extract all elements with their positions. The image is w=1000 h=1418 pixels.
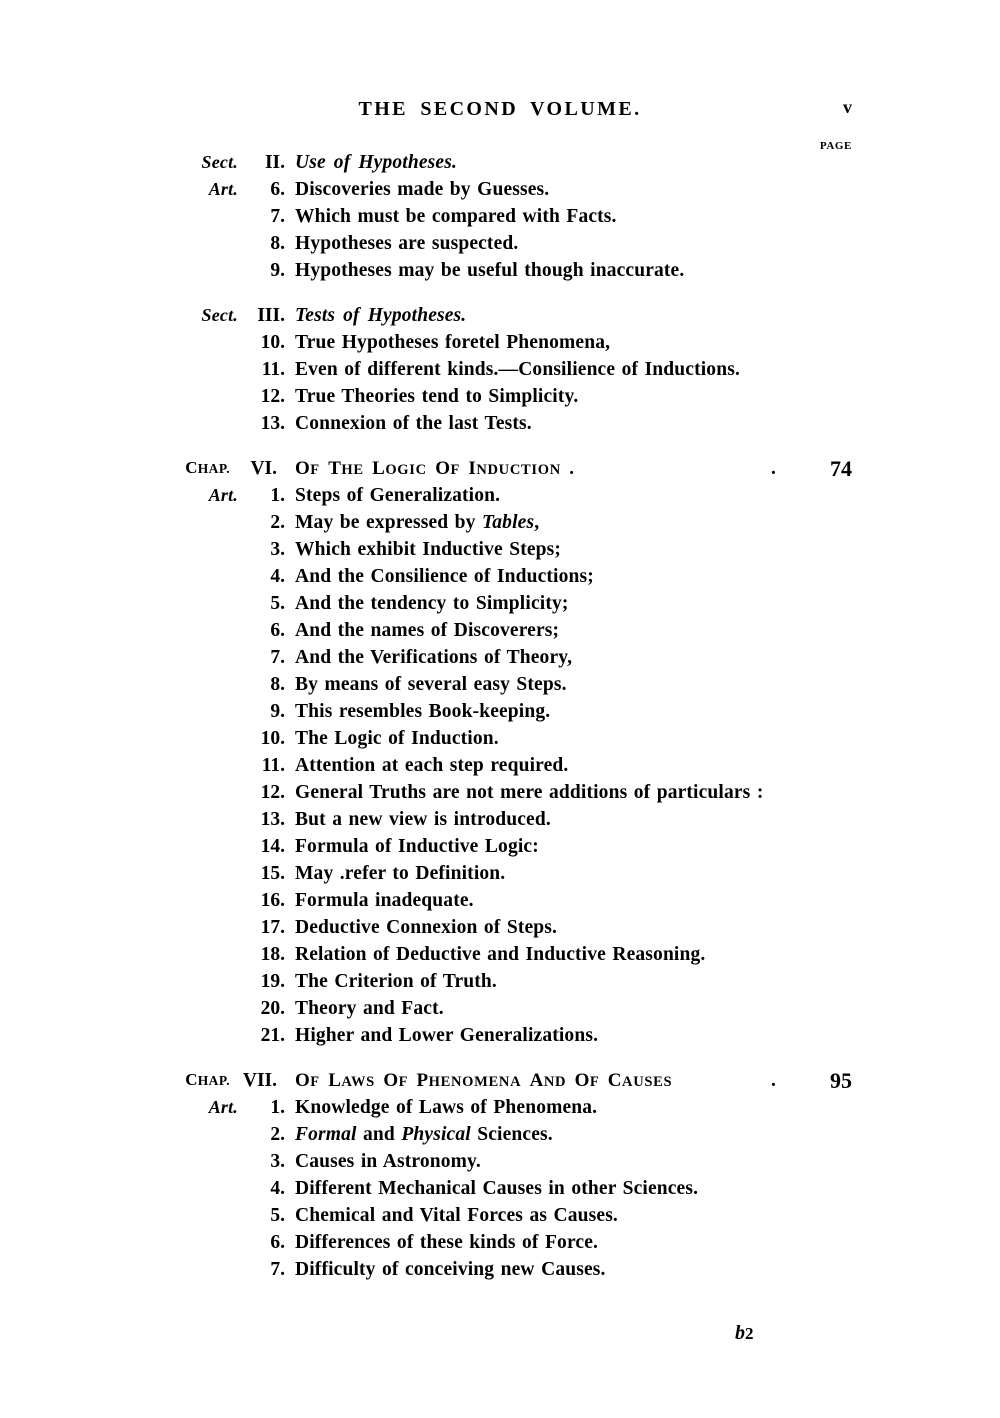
article-number: 12. <box>260 782 285 803</box>
article-title: Different Mechanical Causes in other Sciences. <box>295 1178 699 1199</box>
section-heading-row[interactable] <box>0 305 1000 332</box>
dot-leader: . <box>771 458 776 479</box>
signature-mark <box>735 1322 754 1345</box>
article-number: 4. <box>270 566 285 587</box>
article-title: By means of several easy Steps. <box>295 674 567 695</box>
article-title: Discoveries made by Guesses. <box>295 179 550 200</box>
article-number: 11. <box>261 359 285 380</box>
chapter-title: OF THE LOGIC OF INDUCTION . <box>295 458 575 479</box>
article-title: True Hypotheses foretel Phenomena, <box>295 332 611 353</box>
article-title: May be expressed by Tables, <box>295 512 540 533</box>
article-title: Knowledge of Laws of Phenomena. <box>295 1097 598 1118</box>
article-number: 1. <box>270 1097 285 1118</box>
dot-leader: . <box>771 1070 776 1091</box>
article-number: 9. <box>270 260 285 281</box>
article-number: 3. <box>270 1151 285 1172</box>
article-number: 7. <box>270 206 285 227</box>
article-row[interactable] <box>0 332 1000 359</box>
article-label: Art. <box>208 485 238 505</box>
article-title: Which exhibit Inductive Steps; <box>295 539 562 560</box>
article-number: 5. <box>270 593 285 614</box>
article-title: Even of different kinds.—Consilience of Inductions. <box>295 359 740 380</box>
article-number: 18. <box>260 944 285 965</box>
article-row[interactable] <box>0 1178 1000 1205</box>
chapter-number: VI. <box>250 458 277 479</box>
article-row[interactable] <box>0 386 1000 413</box>
article-title: May .refer to Definition. <box>295 863 506 884</box>
article-number: 3. <box>270 539 285 560</box>
article-title: The Criterion of Truth. <box>295 971 497 992</box>
article-title: Formula inadequate. <box>295 890 474 911</box>
article-row[interactable] <box>0 485 1000 512</box>
article-number: 13. <box>260 413 285 434</box>
section-title: Use of Hypotheses. <box>295 152 457 173</box>
article-title: Hypotheses are suspected. <box>295 233 519 254</box>
article-title: Steps of Generalization. <box>295 485 501 506</box>
article-title: And the Consilience of Inductions; <box>295 566 594 587</box>
article-number: 1. <box>270 485 285 506</box>
article-number: 20. <box>260 998 285 1019</box>
article-title: General Truths are not mere additions of particulars : <box>295 782 764 803</box>
article-title: Deductive Connexion of Steps. <box>295 917 558 938</box>
article-title: Causes in Astronomy. <box>295 1151 481 1172</box>
section-number: III. <box>257 305 285 326</box>
article-title: Formal and Physical Sciences. <box>295 1124 553 1145</box>
article-row[interactable] <box>0 890 1000 917</box>
article-row[interactable] <box>0 755 1000 782</box>
article-number: 8. <box>270 233 285 254</box>
article-row[interactable] <box>0 359 1000 386</box>
article-row[interactable] <box>0 566 1000 593</box>
chapter-title: OF LAWS OF PHENOMENA AND OF CAUSES <box>295 1070 673 1091</box>
article-title: Formula of Inductive Logic: <box>295 836 539 857</box>
article-number: 2. <box>270 1124 285 1145</box>
section-label: Sect. <box>201 305 238 325</box>
article-row[interactable] <box>0 206 1000 233</box>
article-title: And the names of Discoverers; <box>295 620 560 641</box>
running-head-title: THE SECOND VOLUME. <box>358 98 642 120</box>
chapter-number: VII. <box>242 1070 277 1091</box>
article-title: And the tendency to Simplicity; <box>295 593 569 614</box>
folio-number: v <box>843 97 852 117</box>
article-title: Difficulty of conceiving new Causes. <box>295 1259 606 1280</box>
signature-letter: b <box>735 1322 745 1344</box>
article-row[interactable] <box>0 620 1000 647</box>
article-title: The Logic of Induction. <box>295 728 499 749</box>
section-title: Tests of Hypotheses. <box>295 305 467 326</box>
toc-block <box>0 152 1000 287</box>
article-number: 15. <box>260 863 285 884</box>
article-number: 9. <box>270 701 285 722</box>
article-row[interactable] <box>0 233 1000 260</box>
article-row[interactable] <box>0 971 1000 998</box>
article-title: True Theories tend to Simplicity. <box>295 386 579 407</box>
article-number: 6. <box>270 179 285 200</box>
article-row[interactable] <box>0 809 1000 836</box>
article-title: This resembles Book-keeping. <box>295 701 551 722</box>
article-number: 5. <box>270 1205 285 1226</box>
section-heading-row[interactable] <box>0 152 1000 179</box>
article-row[interactable] <box>0 512 1000 539</box>
article-title: Attention at each step required. <box>295 755 569 776</box>
article-row[interactable] <box>0 701 1000 728</box>
article-number: 13. <box>260 809 285 830</box>
article-title: Differences of these kinds of Force. <box>295 1232 599 1253</box>
article-row[interactable] <box>0 1205 1000 1232</box>
chapter-label: CHAP. <box>185 458 230 477</box>
article-number: 19. <box>260 971 285 992</box>
article-title: Higher and Lower Generalizations. <box>295 1025 599 1046</box>
article-number: 7. <box>270 647 285 668</box>
article-title: Theory and Fact. <box>295 998 444 1019</box>
article-number: 17. <box>260 917 285 938</box>
toc-block <box>0 458 1000 1052</box>
article-row[interactable] <box>0 260 1000 287</box>
article-row[interactable] <box>0 863 1000 890</box>
article-row[interactable] <box>0 539 1000 566</box>
article-title: Relation of Deductive and Inductive Reasoning. <box>295 944 706 965</box>
article-title: Connexion of the last Tests. <box>295 413 532 434</box>
page-column-label: PAGE <box>819 140 852 152</box>
article-row[interactable] <box>0 179 1000 206</box>
article-number: 10. <box>260 332 285 353</box>
article-number: 6. <box>270 1232 285 1253</box>
article-title: And the Verifications of Theory, <box>295 647 573 668</box>
article-number: 6. <box>270 620 285 641</box>
article-number: 4. <box>270 1178 285 1199</box>
article-title: Which must be compared with Facts. <box>295 206 617 227</box>
article-number: 7. <box>270 1259 285 1280</box>
chapter-label: CHAP. <box>185 1070 230 1089</box>
article-row[interactable] <box>0 1097 1000 1124</box>
section-label: Sect. <box>201 152 238 172</box>
article-row[interactable] <box>0 1259 1000 1286</box>
article-number: 14. <box>260 836 285 857</box>
toc-block <box>0 305 1000 440</box>
article-number: 11. <box>261 755 285 776</box>
chapter-heading-row[interactable] <box>0 458 1000 485</box>
article-row[interactable] <box>0 1232 1000 1259</box>
article-row[interactable] <box>0 728 1000 755</box>
article-row[interactable] <box>0 782 1000 809</box>
article-label: Art. <box>208 179 238 199</box>
article-row[interactable] <box>0 593 1000 620</box>
table-of-contents <box>0 152 1000 1286</box>
article-row[interactable] <box>0 944 1000 971</box>
article-title: Hypotheses may be useful though inaccurate. <box>295 260 685 281</box>
article-number: 21. <box>260 1025 285 1046</box>
article-number: 2. <box>270 512 285 533</box>
article-row[interactable] <box>0 1151 1000 1178</box>
article-row[interactable] <box>0 647 1000 674</box>
toc-block <box>0 1070 1000 1286</box>
article-row[interactable] <box>0 413 1000 440</box>
article-row[interactable] <box>0 836 1000 863</box>
article-row[interactable] <box>0 998 1000 1025</box>
section-number: II. <box>264 152 285 173</box>
article-row[interactable] <box>0 1025 1000 1052</box>
article-label: Art. <box>208 1097 238 1117</box>
chapter-heading-row[interactable] <box>0 1070 1000 1097</box>
article-row[interactable] <box>0 1124 1000 1151</box>
article-row[interactable] <box>0 674 1000 701</box>
article-title: But a new view is introduced. <box>295 809 551 830</box>
page-number[interactable]: 74 <box>830 456 852 481</box>
article-number: 16. <box>260 890 285 911</box>
article-number: 8. <box>270 674 285 695</box>
article-title: Chemical and Vital Forces as Causes. <box>295 1205 618 1226</box>
page-number[interactable]: 95 <box>830 1068 852 1093</box>
signature-number: 2 <box>745 1324 754 1343</box>
article-number: 12. <box>260 386 285 407</box>
article-row[interactable] <box>0 917 1000 944</box>
article-number: 10. <box>260 728 285 749</box>
